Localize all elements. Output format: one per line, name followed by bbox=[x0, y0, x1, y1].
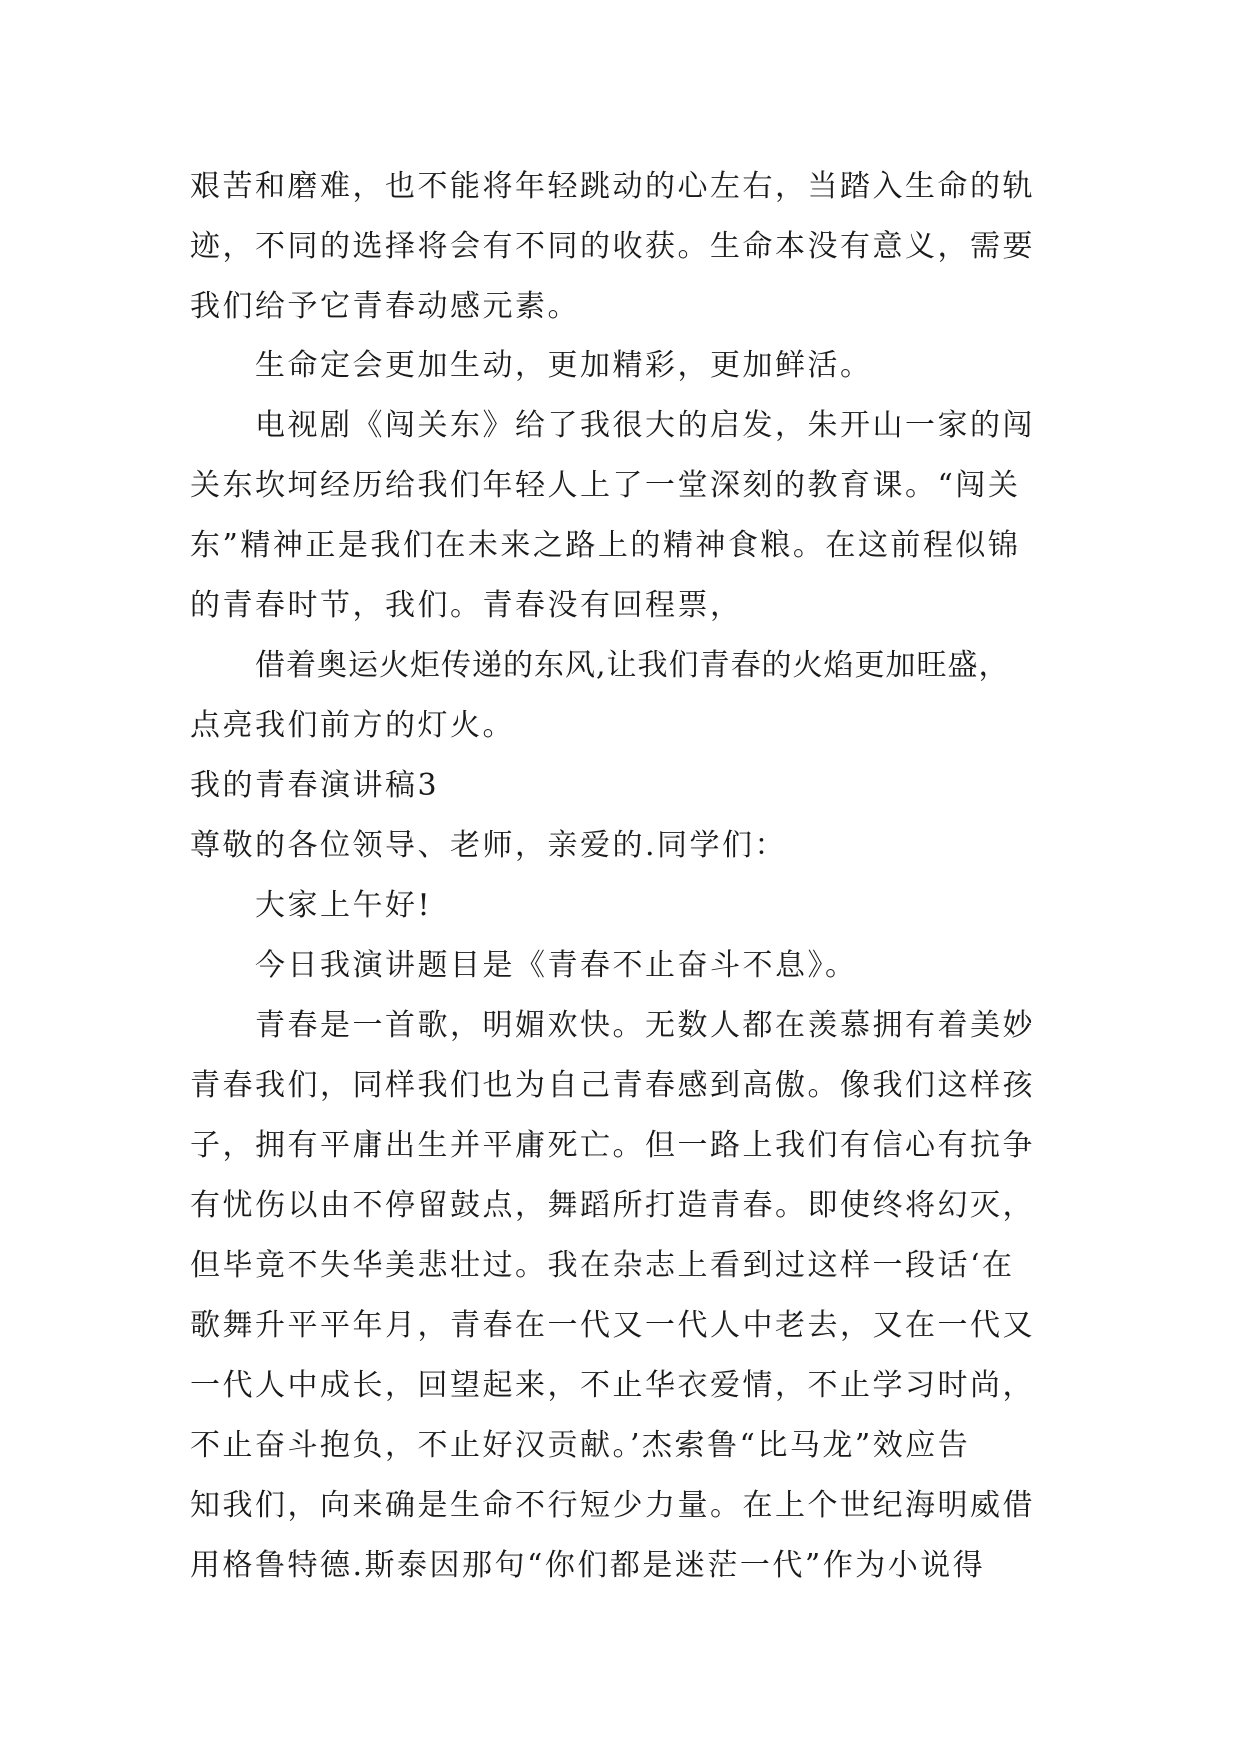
paragraph-line: 艰苦和磨难，也不能将年轻跳动的心左右，当踏入生命的轨 bbox=[190, 169, 1035, 204]
paragraph-line: 生命定会更加生动，更加精彩，更加鲜活。 bbox=[255, 348, 873, 383]
paragraph-line: 但毕竟不失华美悲壮过。我在杂志上看到过这样一段话‘在 bbox=[190, 1248, 1015, 1283]
paragraph-line: 青春是一首歌，明媚欢快。无数人都在羡慕拥有着美妙 bbox=[255, 1008, 1035, 1043]
paragraph-line: 的青春时节，我们。青春没有回程票， bbox=[190, 588, 743, 623]
paragraph-line: 有忧伤以由不停留鼓点，舞蹈所打造青春。即使终将幻灭， bbox=[190, 1188, 1035, 1223]
paragraph-line: 知我们，向来确是生命不行短少力量。在上个世纪海明威借 bbox=[190, 1488, 1035, 1523]
paragraph-line: 电视剧《闯关东》给了我很大的启发，朱开山一家的闯 bbox=[255, 408, 1035, 443]
paragraph-line: 一代人中成长，回望起来，不止华衣爱情，不止学习时尚， bbox=[190, 1368, 1035, 1403]
paragraph-line: 借着奥运火炬传递的东风,让我们青春的火焰更加旺盛， bbox=[255, 648, 1010, 683]
paragraph-line: 我们给予它青春动感元素。 bbox=[190, 289, 580, 324]
paragraph-line: 青春我们，同样我们也为自己青春感到高傲。像我们这样孩 bbox=[190, 1068, 1035, 1103]
salutation-line: 尊敬的各位领导、老师，亲爱的.同学们： bbox=[190, 828, 788, 863]
paragraph-line: 大家上午好! bbox=[255, 888, 433, 923]
paragraph-line: 子，拥有平庸出生并平庸死亡。但一路上我们有信心有抗争 bbox=[190, 1128, 1035, 1163]
paragraph-line: 用格鲁特德.斯泰因那句“你们都是迷茫一代”作为小说得 bbox=[190, 1548, 986, 1583]
paragraph-line: 迹，不同的选择将会有不同的收获。生命本没有意义，需要 bbox=[190, 229, 1035, 264]
section-heading: 我的青春演讲稿3 bbox=[190, 768, 440, 803]
paragraph-line: 歌舞升平平年月，青春在一代又一代人中老去，又在一代又 bbox=[190, 1308, 1035, 1343]
paragraph-line: 今日我演讲题目是《青春不止奋斗不息》。 bbox=[255, 948, 858, 983]
paragraph-line: 点亮我们前方的灯火。 bbox=[190, 708, 515, 743]
paragraph-line: 不止奋斗抱负，不止好汉贡献。’杰索鲁“比马龙”效应告 bbox=[190, 1428, 971, 1463]
paragraph-line: 东”精神正是我们在未来之路上的精神食粮。在这前程似锦 bbox=[190, 528, 1021, 563]
paragraph-line: 关东坎坷经历给我们年轻人上了一堂深刻的教育课。“闯关 bbox=[190, 468, 1021, 503]
